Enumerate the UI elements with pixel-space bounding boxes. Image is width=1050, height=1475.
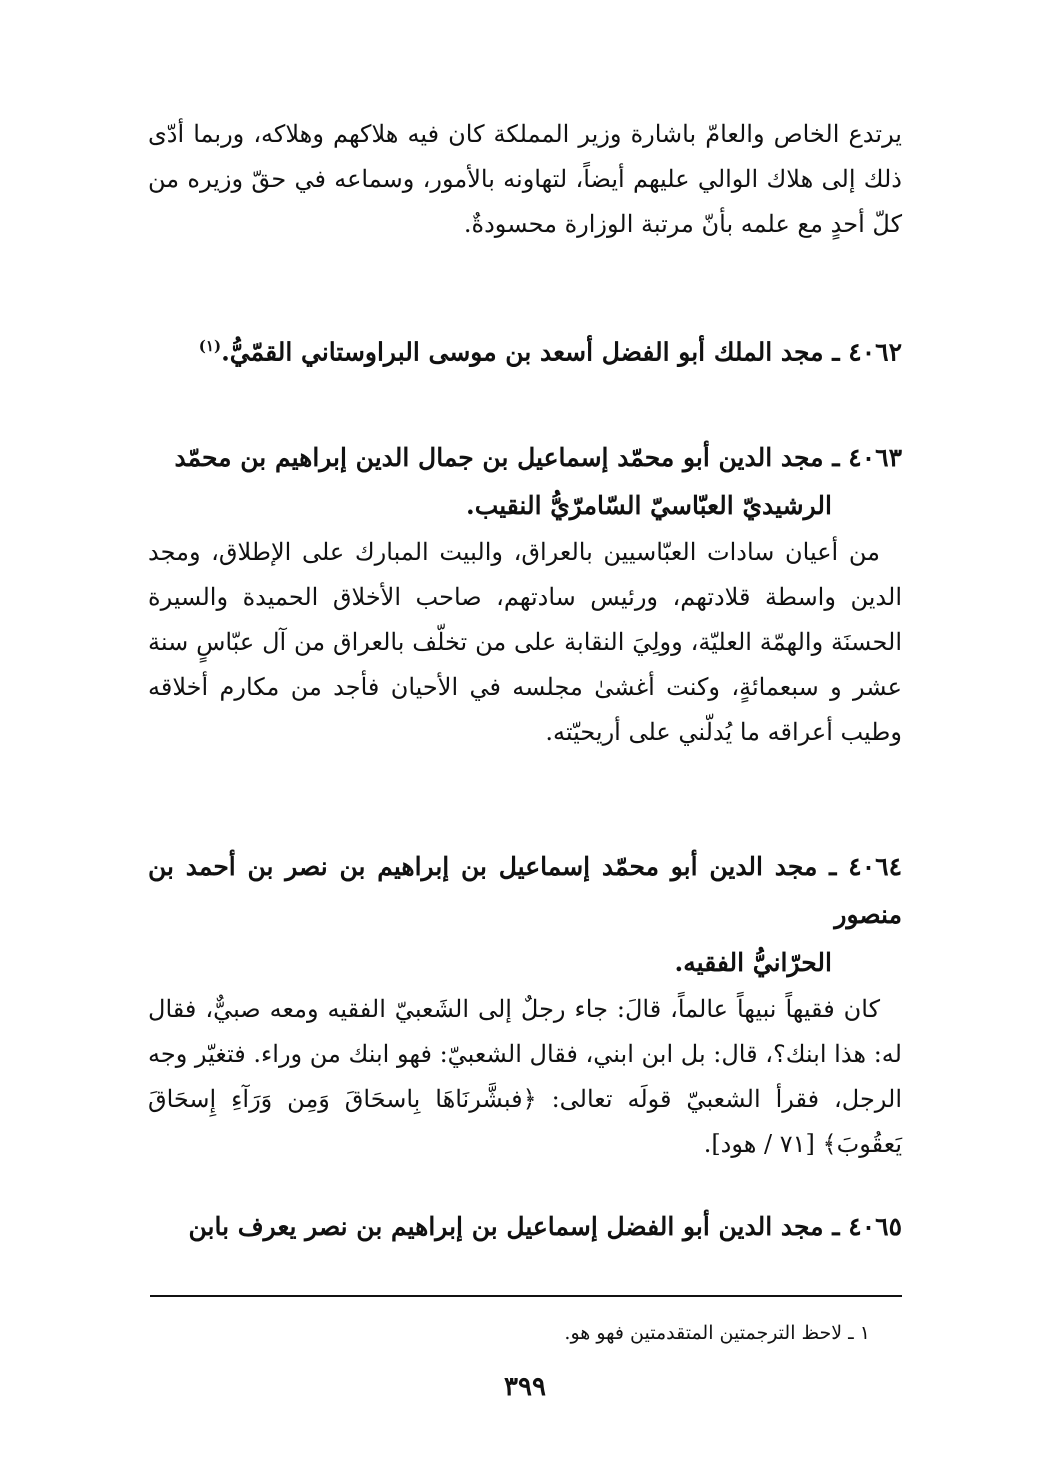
entry-4064 <box>148 843 902 1167</box>
entry-body: من أعيان سادات العبّاسيين بالعراق، والبيت المبارك على الإطلاق، ومجد الدين واسطة قلادتهم، ورئيس سادتهم، صاحب الأخلاق الحميدة والسيرة الحسنَة والهمّة العليّة، وولِيَ النقابة على من تخلّف بالعراق من آل عبّاسٍ سنة عشر و سبعمائةٍ، وكنت أغشىٰ مجلسه في الأحيان فأجد من مكارم أخلاقه وطيب أعراقه ما يُدلّني على أريحيّته. <box>148 538 902 746</box>
footnote <box>148 1318 870 1348</box>
entry-heading-line-1: ٤٠٦٤ ـ مجد الدين أبو محمّد إسماعيل بن إبراهيم بن نصر بن أحمد بن منصور <box>148 852 902 929</box>
entry-4062 <box>148 322 902 376</box>
intro-text: يرتدع الخاص والعامّ باشارة وزير المملكة كان فيه هلاكهم وهلاكه، وربما أدّى ذلك إلى هلاك الوالي عليهم أيضاً، لتهاونه بالأمور، وسماعه في حقّ وزيره من كلّ أحدٍ مع علمه بأنّ مرتبة الوزارة محسودةٌ. <box>148 120 902 238</box>
entry-heading-line-2: الرشيديّ العبّاسيّ السّامرّيُّ النقيب. <box>465 491 832 520</box>
footnote-text: ١ ـ لاحظ الترجمتين المتقدمتين فهو هو. <box>564 1322 870 1344</box>
footnote-reference: (١) <box>198 337 222 355</box>
entry-4063 <box>148 434 902 755</box>
intro-paragraph <box>148 112 902 247</box>
footnote-divider <box>150 1295 902 1297</box>
entry-heading-line-2: الحرّانيُّ الفقيه. <box>674 948 832 977</box>
entry-heading-line-1: ٤٠٦٣ ـ مجد الدين أبو محمّد إسماعيل بن جمال الدين إبراهيم بن محمّد <box>174 443 902 472</box>
entry-heading <box>148 843 902 987</box>
entry-heading <box>148 322 902 376</box>
entry-heading <box>148 434 902 530</box>
entry-heading: ٤٠٦٥ ـ مجد الدين أبو الفضل إسماعيل بن إبراهيم بن نصر يعرف بابن <box>188 1212 902 1241</box>
page-number: ٣٩٩ <box>504 1372 546 1402</box>
entry-4065 <box>148 1203 902 1251</box>
entry-body: كان فقيهاً نبيهاً عالماً، قالَ: جاء رجلٌ إلى الشَعبيّ الفقيه ومعه صبيٌّ، فقال له: هذا ابنك؟، قال: بل ابن ابني، فقال الشعبيّ: فهو ابنك من وراء. فتغيّر وجه الرجل، فقرأ الشعبيّ قولَه تعالى: ﴿فبشَّرنَاهَا بِاسحَاقَ وَمِن وَرَآءِ إِسحَاقَ يَعقُوبَ﴾ [٧١ / هود]. <box>148 995 902 1158</box>
entry-heading-text: ٤٠٦٢ ـ مجد الملك أبو الفضل أسعد بن موسى البراوستاني القمّيُّ. <box>221 337 902 367</box>
